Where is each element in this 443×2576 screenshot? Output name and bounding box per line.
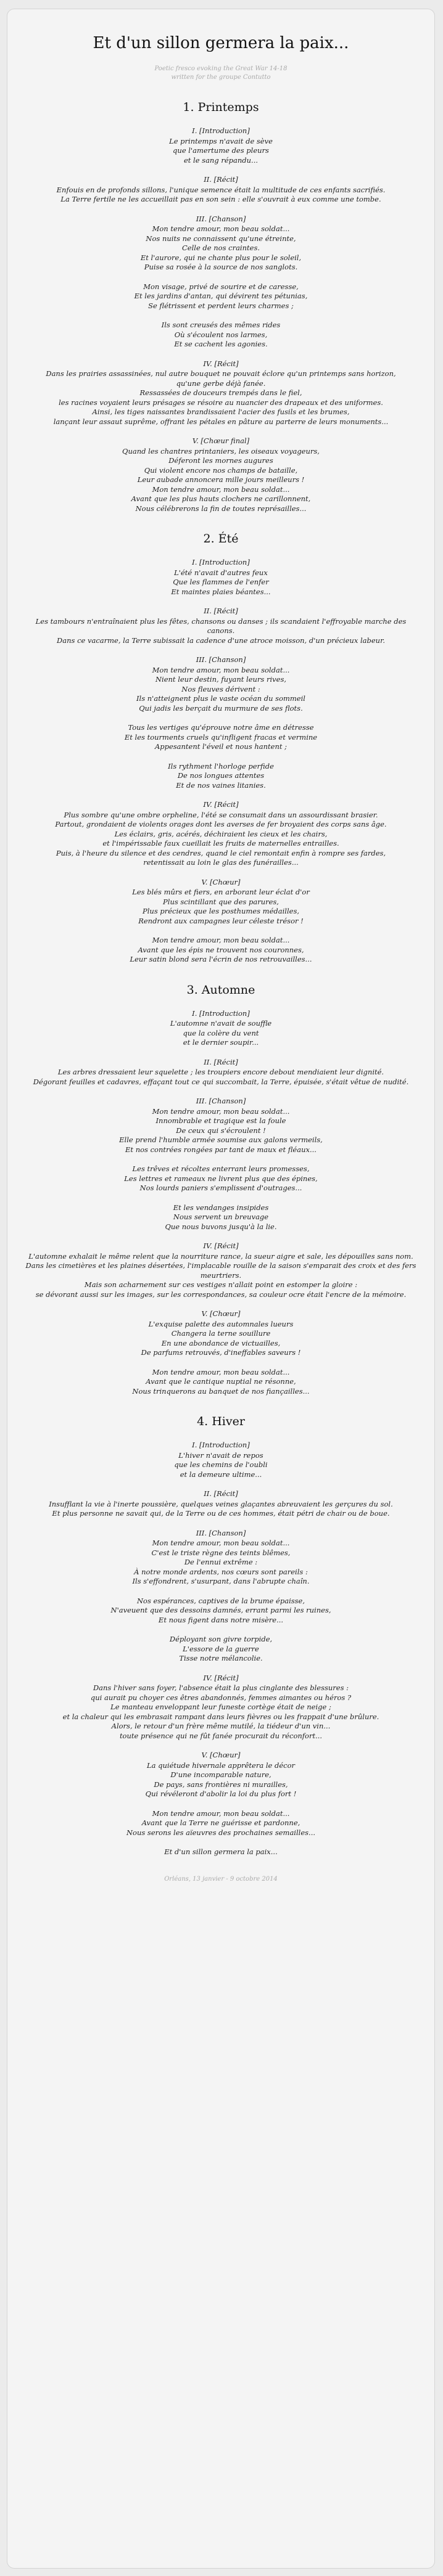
poem-line: N'aveuent que des dessoins damnés, errant parmi les ruines, bbox=[110, 1606, 331, 1614]
poem-line: Et les jardins d'antan, qui dévirent tes pétunias, bbox=[134, 292, 308, 300]
poem-line: L'hiver n'avait de repos bbox=[178, 1450, 263, 1460]
stanza bbox=[21, 723, 421, 752]
poem-line: Appesantent l'éveil et nous hantent ; bbox=[154, 742, 288, 751]
poem-line: Nos lourds paniers s'emplissent d'outrages... bbox=[139, 1184, 302, 1192]
poem-line: Nos fleuves dérivent : bbox=[181, 684, 260, 693]
stanza bbox=[21, 800, 421, 868]
poem-line: Mon visage, privé de sourire et de caresse, bbox=[143, 282, 299, 291]
stanza-label: II. [Récit] bbox=[204, 1057, 238, 1066]
stanza-label: IV. [Récit] bbox=[203, 800, 239, 809]
stanza bbox=[21, 1164, 421, 1193]
poem-line: Et les tourments cruels qu'infligent fracas et vermine bbox=[124, 732, 318, 742]
stanza-label: V. [Chœur final] bbox=[192, 436, 250, 445]
poem-sections bbox=[21, 100, 421, 1857]
poem-line: Plus sombre qu'une ombre orpheline, l'été se consumait dans un assourdissant brasier. bbox=[64, 810, 378, 819]
poem-page bbox=[7, 9, 435, 2569]
poem-line: Quand les chantres printaniers, les oiseaux voyageurs, bbox=[122, 446, 320, 456]
stanza-label: III. [Chanson] bbox=[196, 1528, 246, 1537]
poem-line: Nous célébrerons la fin de toutes représailles... bbox=[135, 504, 307, 513]
stanza-label: II. [Récit] bbox=[204, 607, 238, 615]
poem-line: Qui violent encore nos champs de bataille, bbox=[144, 465, 298, 475]
poem-line: Rendront aux campagnes leur céleste trésor ! bbox=[138, 916, 304, 925]
stanza bbox=[21, 1368, 421, 1397]
poem-line: que la colère du vent bbox=[183, 1028, 259, 1037]
poem-line: Qui jadis les berçait du murmure de ses flots. bbox=[139, 703, 303, 713]
poem-line: Ainsi, les tiges naissantes brandissaient l'acier des fusils et les brumes, bbox=[92, 407, 350, 416]
poem-line: L'automne n'avait de souffle bbox=[170, 1019, 272, 1028]
stanza bbox=[21, 1635, 421, 1664]
poem-line: C'est le triste règne des teints blêmes, bbox=[151, 1548, 291, 1557]
stanza bbox=[21, 936, 421, 965]
poem-line: À notre monde ardents, nos cœurs sont pareils : bbox=[134, 1567, 308, 1576]
poem-line: Avant que le cantique nuptial ne résonne, bbox=[146, 1377, 296, 1386]
stanza bbox=[21, 1203, 421, 1232]
poem-line: Les tambours n'entraînaient plus les fêtes, chansons ou danses ; ils scandaient l'effroyable marche des canons. bbox=[35, 616, 407, 635]
stanza-label: I. [Introduction] bbox=[192, 558, 250, 566]
poem-line: Déferont les mornes augures bbox=[168, 456, 273, 465]
poem-line: Et nous figent dans notre misère... bbox=[158, 1615, 284, 1624]
poem-line: Dans les cimetières et les plaines désertées, l'implacable rouille de la saison s'emparait des croix et des fers meurtriers. bbox=[25, 1261, 416, 1280]
stanza-label: I. [Introduction] bbox=[192, 1441, 250, 1449]
poem-line: toute présence qui ne fût fanée procurait du réconfort... bbox=[119, 1731, 323, 1740]
poem-line: Tisse notre mélancolie. bbox=[179, 1654, 263, 1662]
stanza-label: I. [Introduction] bbox=[192, 126, 250, 135]
stanza bbox=[21, 436, 421, 513]
poem-line: D'une incomparable nature, bbox=[170, 1770, 271, 1779]
stanza bbox=[21, 1489, 421, 1519]
poem-line: Que les flammes de l'enfer bbox=[173, 578, 269, 586]
poem-line: Nous serons les aïeuvres des prochaines semailles... bbox=[126, 1828, 316, 1837]
poem-line: Plus précieux que les posthumes médailles, bbox=[143, 907, 299, 915]
section bbox=[21, 532, 421, 965]
poem-line: Puise sa rosée à la source de nos sanglots. bbox=[144, 263, 298, 271]
section-heading: 3. Automne bbox=[186, 983, 255, 997]
section bbox=[21, 1415, 421, 1857]
stanza bbox=[21, 1441, 421, 1479]
poem-line: Se flétrissent et perdent leurs charmes ; bbox=[148, 301, 294, 310]
poem-line: Dégorant feuilles et cadavres, effaçant tout ce qui succombait, la Terre, épuisée, s'était vêtue de nudité. bbox=[33, 1077, 409, 1086]
poem-line: et le dernier soupir... bbox=[183, 1038, 259, 1047]
stanza bbox=[21, 1529, 421, 1587]
poem-line: se dévorant aussi sur les images, sur les correspondances, sa couleur ocre était l'encre de la mémoire. bbox=[35, 1290, 407, 1299]
poem-line: Et plus personne ne savait qui, de la Terre ou de ces hommes, était pétri de chair ou de boue. bbox=[52, 1509, 390, 1518]
poem-line: Nous trinquerons au banquet de nos fiançailles... bbox=[132, 1386, 310, 1396]
poem-line: Alors, le retour d'un frère même mutilé, la tiédeur d'un vin... bbox=[111, 1722, 331, 1730]
section-heading: 1. Printemps bbox=[183, 100, 259, 114]
poem-line: Que nous buvons jusqu'à la lie. bbox=[165, 1222, 277, 1231]
poem-line: Avant que la Terre ne guérisse et pardonne, bbox=[141, 1818, 300, 1827]
poem-line: Les trêves et récoltes enterrant leurs promesses, bbox=[132, 1164, 310, 1173]
poem-line: De nos longues attentes bbox=[177, 771, 265, 780]
poem-line: Puis, à l'heure du silence et des cendres, quand le ciel remontait enfin à rompre ses fardes, bbox=[56, 848, 386, 857]
poem-line: lançant leur assaut suprême, offrant les pétales en pâture au parterre de leurs monuments... bbox=[53, 417, 389, 426]
poem-line: La Terre fertile ne les accueillait pas en son sein : elle s'ouvrait à eux comme une tombe. bbox=[60, 195, 381, 203]
poem-line: De parfums retrouvés, d'ineffables saveurs ! bbox=[141, 1348, 301, 1357]
poem-line: Ils sont creusés des mêmes rides bbox=[161, 321, 281, 329]
section-heading: 4. Hiver bbox=[197, 1415, 245, 1428]
poem-line: De l'ennui extrême : bbox=[184, 1558, 258, 1566]
stanza bbox=[21, 878, 421, 926]
stanza-label: V. [Chœur] bbox=[201, 877, 241, 886]
poem-line: Où s'écoulent nos larmes, bbox=[174, 330, 268, 339]
stanza bbox=[21, 1058, 421, 1087]
poem-line: Tous les vertiges qu'éprouve notre âme en détresse bbox=[128, 723, 314, 732]
poem-line: et la chaleur qui les embrasait rampant dans leurs fièvres ou les frappait d'une brûlure. bbox=[62, 1712, 379, 1721]
poem-line: que les chemins de l'oubli bbox=[174, 1460, 268, 1469]
section bbox=[21, 983, 421, 1397]
poem-line: Leur aubade annoncera mille jours meilleurs ! bbox=[137, 475, 305, 484]
poem-line: Le printemps n'avait de sève bbox=[169, 136, 273, 145]
poem-line: Ils s'effondrent, s'usurpant, dans l'abrupte chaîn. bbox=[132, 1577, 310, 1585]
dedication-line: Poetic fresco evoking the Great War 14-18 bbox=[154, 65, 288, 72]
poem-line: Mon tendre amour, mon beau soldat... bbox=[152, 485, 290, 494]
stanza-label: IV. [Récit] bbox=[203, 1673, 239, 1682]
poem-line: Avant que les plus hauts clochers ne carillonnent, bbox=[131, 494, 311, 503]
poem-line: Les arbres dressaient leur squelette ; les troupiers encore debout mendiaient leur dignité. bbox=[57, 1068, 384, 1076]
stanza bbox=[21, 282, 421, 311]
poem-line: Mon tendre amour, mon beau soldat... bbox=[152, 1367, 290, 1376]
poem-line: Mon tendre amour, mon beau soldat... bbox=[152, 224, 290, 233]
stanza bbox=[21, 655, 421, 713]
stanza bbox=[21, 321, 421, 350]
poem-line: Et les vendanges insipides bbox=[173, 1203, 269, 1212]
poem-line: Partout, grondaient de violents orages dont les averses de fer broyaient des corps sans âge. bbox=[55, 820, 387, 828]
stanza bbox=[21, 1309, 421, 1358]
poem-line: Et l'aurore, qui ne chante plus pour le soleil, bbox=[140, 253, 302, 262]
stanza bbox=[21, 126, 421, 165]
stanza bbox=[21, 1674, 421, 1741]
stanza bbox=[21, 1009, 421, 1048]
poem-line: que l'amertume des pleurs bbox=[173, 146, 269, 155]
poem-line: Dans l'hiver sans foyer, l'absence était la plus cinglante des blessures : bbox=[93, 1683, 349, 1692]
poem-line: Et d'un sillon germera la paix... bbox=[164, 1847, 278, 1856]
dedication-line: written for the groupe Contutto bbox=[171, 74, 271, 81]
poem-line: et l'impérissable faux cueillait les fruits de maternelles entrailles. bbox=[102, 839, 339, 848]
poem-title: Et d'un sillon germera la paix... bbox=[93, 34, 349, 52]
stanza-label: V. [Chœur] bbox=[201, 1309, 241, 1318]
poem-line: Les éclairs, gris, acérés, déchiraient les cieux et les chairs, bbox=[114, 829, 328, 838]
stanza-label: IV. [Récit] bbox=[203, 1241, 239, 1250]
poem-line: Le manteau enveloppant leur funeste cortège était de neige ; bbox=[110, 1703, 331, 1711]
stanza bbox=[21, 762, 421, 791]
poem-line: retentissait au loin le glas des funérailles... bbox=[143, 858, 299, 867]
poem-line: Et se cachent les agonies. bbox=[174, 340, 268, 348]
poem-line: Mon tendre amour, mon beau soldat... bbox=[152, 936, 290, 944]
poem-line: Dans ce vacarme, la Terre subissait la cadence d'une atroce moisson, d'un précieux labeur. bbox=[57, 636, 385, 645]
poem-line: Changera la terne souillure bbox=[171, 1329, 271, 1338]
poem-line: Innombrable et tragique est la foule bbox=[155, 1116, 286, 1125]
section bbox=[21, 100, 421, 513]
poem-line: Ils n'atteignent plus le vaste océan du sommeil bbox=[136, 694, 305, 703]
poem-line: qu'une gerbe déjà fanée. bbox=[176, 378, 266, 388]
poem-line: L'été n'avait d'autres feux bbox=[174, 568, 268, 577]
poem-line: L'exquise palette des automnales lueurs bbox=[148, 1319, 294, 1328]
poem-line: et la demeure ultime... bbox=[180, 1470, 262, 1479]
poem-line: Ils rythment l'horloge perfide bbox=[168, 761, 274, 771]
stanza-label: V. [Chœur] bbox=[201, 1751, 241, 1759]
stanza bbox=[21, 1847, 421, 1857]
poem-line: Ressassées de douceurs trempés dans le fiel, bbox=[139, 388, 302, 397]
poem-line: De ceux qui s'écroulent ! bbox=[176, 1126, 266, 1135]
stanza-label: III. [Chanson] bbox=[196, 214, 246, 223]
poem-line: Mon tendre amour, mon beau soldat... bbox=[152, 1539, 290, 1547]
stanza-label: II. [Récit] bbox=[204, 1489, 238, 1498]
stanza-label: I. [Introduction] bbox=[192, 1008, 250, 1018]
dedication bbox=[21, 65, 421, 82]
poem-line: les racines voyaient leurs présages se résoire au nuancier des drapeaux et des uniformes. bbox=[59, 398, 383, 407]
poem-line: Et de nos vaines litanies. bbox=[176, 780, 266, 790]
stanza bbox=[21, 1751, 421, 1799]
poem-line: Nos nuits ne connaissent qu'une étreinte, bbox=[146, 234, 296, 243]
poem-line: qui aurait pu choyer ces êtres abandonnés, femmes aimantes ou héros ? bbox=[90, 1693, 352, 1702]
stanza bbox=[21, 1097, 421, 1155]
poem-line: Mais son acharnement sur ces vestiges n'allait point en estomper la gloire : bbox=[84, 1280, 358, 1289]
poem-line: Dans les prairies assassinées, nul autre bouquet ne pouvait éclore qu'un printemps sans horizon, bbox=[46, 369, 396, 378]
poem-line: Leur satin blond sera l'écrin de nos retrouvailles... bbox=[130, 955, 312, 963]
poem-line: Mon tendre amour, mon beau soldat... bbox=[152, 665, 290, 674]
poem-line: Elle prend l'humble armée soumise aux galons vermeils, bbox=[119, 1135, 323, 1144]
poem-line: De pays, sans frontières ni murailles, bbox=[154, 1780, 288, 1789]
poem-line: Les blés mûrs et fiers, en arborant leur éclat d'or bbox=[132, 888, 310, 896]
poem-line: Plus scintillant que des parures, bbox=[163, 897, 279, 906]
poem-line: Enfouis en de profonds sillons, l'unique semence était la multitude de ces enfants sacrifiés. bbox=[56, 185, 386, 194]
poem-line: Et nos contrées rongées par tant de maux et fléaux... bbox=[125, 1145, 317, 1154]
stanza bbox=[21, 558, 421, 597]
stanza bbox=[21, 607, 421, 645]
stanza bbox=[21, 1241, 421, 1299]
poem-line: Nous servent un breuvage bbox=[173, 1212, 269, 1221]
poem-line: Mon tendre amour, mon beau soldat... bbox=[152, 1106, 290, 1116]
poem-line: et le sang répandu... bbox=[183, 155, 259, 165]
poem-line: Déployant son givre torpide, bbox=[169, 1635, 273, 1643]
poem-line: Nos espérances, captives de la brume épaisse, bbox=[136, 1596, 305, 1605]
poem-line: Nient leur destin, fuyant leurs rives, bbox=[155, 675, 287, 684]
stanza bbox=[21, 1597, 421, 1625]
stanza-label: III. [Chanson] bbox=[196, 655, 246, 664]
poem-line: La quiétude hivernale apprêtera le décor bbox=[146, 1760, 296, 1770]
section-heading: 2. Été bbox=[203, 532, 239, 546]
poem-line: L'automne exhalait le même relent que la nourriture rance, la sueur aigre et sale, les dépouilles sans nom. bbox=[28, 1251, 413, 1261]
poem-line: L'essore de la guerre bbox=[183, 1644, 259, 1653]
footer-place-date: Orléans, 13 janvier - 9 octobre 2014 bbox=[164, 1875, 278, 1883]
poem-line: Les lettres et rameaux ne livrent plus que des épines, bbox=[124, 1174, 318, 1183]
poem-line: En une abondance de victuailles, bbox=[161, 1338, 281, 1347]
stanza-label: III. [Chanson] bbox=[196, 1097, 246, 1105]
stanza bbox=[21, 359, 421, 427]
poem-line: Et maintes plaies béantes... bbox=[171, 587, 271, 596]
poem-line: Qui révéleront d'abolir la loi du plus fort ! bbox=[145, 1789, 297, 1798]
stanza-label: IV. [Récit] bbox=[203, 359, 239, 368]
stanza-label: II. [Récit] bbox=[204, 175, 238, 184]
stanza bbox=[21, 1809, 421, 1838]
poem-line: Celle de nos craintes. bbox=[182, 243, 260, 252]
stanza bbox=[21, 175, 421, 205]
poem-line: Avant que les épis ne trouvent nos couronnes, bbox=[138, 945, 304, 954]
poem-line: Insufflant la vie à l'inerte poussière, quelques veines glaçantes abreuvaient les gerçures du sol. bbox=[49, 1499, 393, 1508]
stanza bbox=[21, 215, 421, 272]
poem-line: Mon tendre amour, mon beau soldat... bbox=[152, 1809, 290, 1818]
